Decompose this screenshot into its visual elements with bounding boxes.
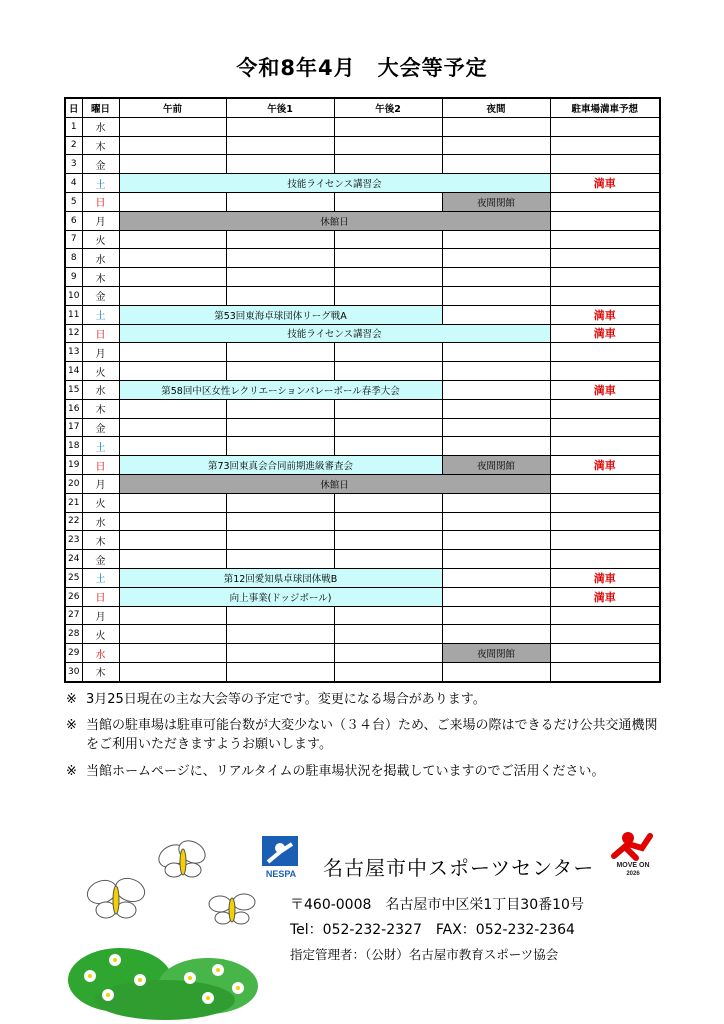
empty-cell (334, 625, 442, 644)
weekday: 火 (82, 362, 119, 381)
day-number: 7 (65, 230, 82, 249)
empty-cell (442, 380, 550, 399)
parking-forecast (550, 399, 660, 418)
empty-cell (226, 512, 334, 531)
day-number: 24 (65, 550, 82, 569)
moveon-logo-text: MOVE ON (616, 862, 650, 869)
empty-cell (334, 644, 442, 663)
moveon-logo-year: 2026 (626, 871, 640, 876)
empty-cell (442, 437, 550, 456)
weekday: 木 (82, 268, 119, 287)
weekday: 月 (82, 606, 119, 625)
weekday: 木 (82, 136, 119, 155)
empty-cell (442, 399, 550, 418)
empty-cell (119, 512, 226, 531)
nespa-logo-text: NESPA (265, 869, 297, 879)
table-row (65, 286, 660, 305)
parking-forecast (550, 531, 660, 550)
col-header-afternoon1: 午後1 (226, 98, 334, 117)
col-header-parking: 駐車場満車予想 (550, 98, 660, 117)
butterfly-flower-illustration (60, 830, 280, 1020)
empty-cell (119, 117, 226, 136)
note-text: 当館ホームページに、リアルタイムの駐車場状況を掲載していますのでご活用ください。 (86, 764, 605, 779)
empty-cell (334, 418, 442, 437)
facility-name: 名古屋市中スポーツセンター (323, 856, 595, 880)
table-row (65, 305, 660, 324)
table-row (65, 136, 660, 155)
day-number: 30 (65, 662, 82, 681)
day-number: 29 (65, 644, 82, 663)
table-row (65, 155, 660, 174)
col-header-day: 日 (65, 98, 82, 117)
parking-forecast (550, 155, 660, 174)
weekday: 土 (82, 305, 119, 324)
butterfly-icon (155, 836, 209, 877)
empty-cell (334, 136, 442, 155)
page-title: 令和8年4月 大会等予定 (236, 56, 488, 80)
day-number: 22 (65, 512, 82, 531)
parking-forecast (550, 493, 660, 512)
weekday: 金 (82, 418, 119, 437)
empty-cell (442, 155, 550, 174)
table-row (65, 380, 660, 399)
weekday: 水 (82, 512, 119, 531)
col-header-weekday: 曜日 (82, 98, 119, 117)
empty-cell (119, 550, 226, 569)
day-number: 6 (65, 211, 82, 230)
empty-cell (442, 587, 550, 606)
day-number: 17 (65, 418, 82, 437)
empty-cell (442, 531, 550, 550)
empty-cell (119, 493, 226, 512)
empty-cell (334, 531, 442, 550)
table-row (65, 249, 660, 268)
empty-cell (334, 493, 442, 512)
table-row (65, 644, 660, 663)
empty-cell (442, 606, 550, 625)
weekday: 火 (82, 625, 119, 644)
weekday: 金 (82, 550, 119, 569)
parking-forecast (550, 418, 660, 437)
parking-forecast (550, 474, 660, 493)
parking-forecast (550, 606, 660, 625)
empty-cell (334, 192, 442, 211)
parking-forecast (550, 644, 660, 663)
table-row (65, 662, 660, 681)
parking-forecast (550, 211, 660, 230)
table-row (65, 117, 660, 136)
table-row (65, 399, 660, 418)
parking-forecast: 満車 (550, 305, 660, 324)
weekday: 日 (82, 587, 119, 606)
parking-forecast (550, 192, 660, 211)
butterfly-icon (209, 894, 255, 924)
weekday: 日 (82, 324, 119, 343)
day-number: 8 (65, 249, 82, 268)
table-row (65, 343, 660, 362)
empty-cell (334, 362, 442, 381)
parking-forecast (550, 362, 660, 381)
parking-forecast (550, 249, 660, 268)
empty-cell (226, 550, 334, 569)
table-row (65, 606, 660, 625)
empty-cell (119, 155, 226, 174)
empty-cell (119, 644, 226, 663)
empty-cell (226, 192, 334, 211)
table-row (65, 174, 660, 193)
parking-forecast (550, 343, 660, 362)
event-cell: 向上事業(ドッジボール) (119, 587, 442, 606)
empty-cell (119, 192, 226, 211)
footer-contact: Tel：052-232-2327 FAX：052-232-2364 (290, 922, 575, 938)
empty-cell (119, 230, 226, 249)
day-number: 14 (65, 362, 82, 381)
empty-cell (226, 606, 334, 625)
note-text: 当館の駐車場は駐車可能台数が大変少ない（３４台）ため、ご来場の際はできるだけ公共交通機関をご利用いただきますようお願いします。 (86, 718, 658, 752)
weekday: 金 (82, 155, 119, 174)
event-cell: 第12回愛知県卓球団体戦B (119, 568, 442, 587)
day-number: 19 (65, 456, 82, 475)
table-row (65, 192, 660, 211)
day-number: 9 (65, 268, 82, 287)
closed-cell: 夜間閉館 (442, 456, 550, 475)
empty-cell (226, 286, 334, 305)
weekday: 金 (82, 286, 119, 305)
empty-cell (442, 418, 550, 437)
empty-cell (442, 343, 550, 362)
weekday: 日 (82, 192, 119, 211)
empty-cell (119, 625, 226, 644)
empty-cell (119, 437, 226, 456)
day-number: 27 (65, 606, 82, 625)
empty-cell (226, 136, 334, 155)
parking-forecast: 満車 (550, 587, 660, 606)
table-row (65, 211, 660, 230)
table-row (65, 324, 660, 343)
empty-cell (119, 418, 226, 437)
weekday: 火 (82, 230, 119, 249)
table-row (65, 568, 660, 587)
note-mark: ※ (66, 718, 77, 733)
empty-cell (334, 399, 442, 418)
day-number: 25 (65, 568, 82, 587)
day-number: 15 (65, 380, 82, 399)
empty-cell (334, 662, 442, 681)
day-number: 11 (65, 305, 82, 324)
empty-cell (226, 644, 334, 663)
day-number: 21 (65, 493, 82, 512)
day-number: 3 (65, 155, 82, 174)
parking-forecast (550, 136, 660, 155)
parking-forecast: 満車 (550, 174, 660, 193)
weekday: 水 (82, 249, 119, 268)
empty-cell (334, 155, 442, 174)
day-number: 13 (65, 343, 82, 362)
empty-cell (226, 531, 334, 550)
note-mark: ※ (66, 764, 77, 779)
event-cell: 第53回東海卓球団体リーグ戦A (119, 305, 442, 324)
weekday: 月 (82, 211, 119, 230)
table-row (65, 587, 660, 606)
empty-cell (226, 230, 334, 249)
empty-cell (119, 531, 226, 550)
empty-cell (119, 343, 226, 362)
table-row (65, 474, 660, 493)
closed-cell: 休館日 (119, 211, 550, 230)
empty-cell (442, 286, 550, 305)
empty-cell (226, 418, 334, 437)
empty-cell (119, 362, 226, 381)
empty-cell (442, 268, 550, 287)
event-cell: 技能ライセンス講習会 (119, 324, 550, 343)
day-number: 23 (65, 531, 82, 550)
weekday: 木 (82, 399, 119, 418)
weekday: 月 (82, 474, 119, 493)
parking-forecast (550, 286, 660, 305)
empty-cell (119, 662, 226, 681)
col-header-afternoon2: 午後2 (334, 98, 442, 117)
weekday: 月 (82, 343, 119, 362)
empty-cell (442, 249, 550, 268)
day-number: 20 (65, 474, 82, 493)
empty-cell (442, 512, 550, 531)
parking-forecast (550, 625, 660, 644)
schedule-table (64, 97, 661, 683)
empty-cell (226, 155, 334, 174)
weekday: 火 (82, 493, 119, 512)
closed-cell: 夜間閉館 (442, 644, 550, 663)
parking-forecast: 満車 (550, 456, 660, 475)
empty-cell (226, 662, 334, 681)
weekday: 木 (82, 662, 119, 681)
empty-cell (334, 230, 442, 249)
table-row (65, 362, 660, 381)
parking-forecast (550, 550, 660, 569)
day-number: 1 (65, 117, 82, 136)
table-row (65, 456, 660, 475)
empty-cell (226, 249, 334, 268)
moveon-logo (608, 826, 658, 876)
empty-cell (442, 662, 550, 681)
event-cell: 技能ライセンス講習会 (119, 174, 550, 193)
empty-cell (334, 437, 442, 456)
weekday: 日 (82, 456, 119, 475)
empty-cell (334, 268, 442, 287)
closed-cell: 夜間閉館 (442, 192, 550, 211)
weekday: 土 (82, 437, 119, 456)
day-number: 4 (65, 174, 82, 193)
closed-cell: 休館日 (119, 474, 550, 493)
empty-cell (119, 286, 226, 305)
day-number: 28 (65, 625, 82, 644)
parking-forecast (550, 117, 660, 136)
empty-cell (226, 268, 334, 287)
empty-cell (226, 117, 334, 136)
day-number: 16 (65, 399, 82, 418)
empty-cell (226, 399, 334, 418)
event-cell: 第73回東真会合同前期進級審査会 (119, 456, 442, 475)
day-number: 2 (65, 136, 82, 155)
empty-cell (334, 343, 442, 362)
table-row (65, 493, 660, 512)
empty-cell (442, 625, 550, 644)
parking-forecast (550, 230, 660, 249)
parking-forecast (550, 268, 660, 287)
parking-forecast (550, 437, 660, 456)
weekday: 水 (82, 380, 119, 399)
note-mark: ※ (66, 692, 77, 707)
col-header-night: 夜間 (442, 98, 550, 117)
empty-cell (119, 268, 226, 287)
table-row (65, 512, 660, 531)
footer-manager: 指定管理者：（公財）名古屋市教育スポーツ協会 (290, 947, 559, 962)
empty-cell (334, 286, 442, 305)
empty-cell (442, 550, 550, 569)
empty-cell (119, 606, 226, 625)
empty-cell (226, 625, 334, 644)
table-row (65, 625, 660, 644)
col-header-morning: 午前 (119, 98, 226, 117)
empty-cell (334, 512, 442, 531)
parking-forecast (550, 512, 660, 531)
footer-address: 〒460-0008 名古屋市中区栄1丁目30番10号 (290, 897, 584, 913)
empty-cell (226, 343, 334, 362)
butterfly-icon (84, 875, 148, 918)
empty-cell (334, 550, 442, 569)
weekday: 水 (82, 644, 119, 663)
empty-cell (226, 493, 334, 512)
weekday: 土 (82, 174, 119, 193)
empty-cell (442, 230, 550, 249)
table-row (65, 437, 660, 456)
day-number: 10 (65, 286, 82, 305)
parking-forecast: 満車 (550, 568, 660, 587)
day-number: 5 (65, 192, 82, 211)
empty-cell (226, 362, 334, 381)
empty-cell (226, 437, 334, 456)
table-row (65, 531, 660, 550)
empty-cell (119, 249, 226, 268)
day-number: 12 (65, 324, 82, 343)
parking-forecast (550, 662, 660, 681)
event-cell: 第58回中区女性レクリエーションバレーボール春季大会 (119, 380, 442, 399)
table-row (65, 550, 660, 569)
empty-cell (334, 606, 442, 625)
empty-cell (442, 136, 550, 155)
empty-cell (442, 117, 550, 136)
table-row (65, 230, 660, 249)
empty-cell (119, 399, 226, 418)
empty-cell (442, 362, 550, 381)
empty-cell (334, 117, 442, 136)
empty-cell (334, 249, 442, 268)
empty-cell (119, 136, 226, 155)
parking-forecast: 満車 (550, 324, 660, 343)
flower-bush (68, 948, 258, 1020)
day-number: 26 (65, 587, 82, 606)
parking-forecast: 満車 (550, 380, 660, 399)
empty-cell (442, 568, 550, 587)
empty-cell (442, 493, 550, 512)
nespa-logo (258, 834, 304, 880)
weekday: 水 (82, 117, 119, 136)
weekday: 土 (82, 568, 119, 587)
note-text: 3月25日現在の主な大会等の予定です。変更になる場合があります。 (86, 692, 486, 707)
day-number: 18 (65, 437, 82, 456)
header-row (65, 98, 660, 117)
table-row (65, 268, 660, 287)
table-row (65, 418, 660, 437)
empty-cell (442, 305, 550, 324)
weekday: 木 (82, 531, 119, 550)
